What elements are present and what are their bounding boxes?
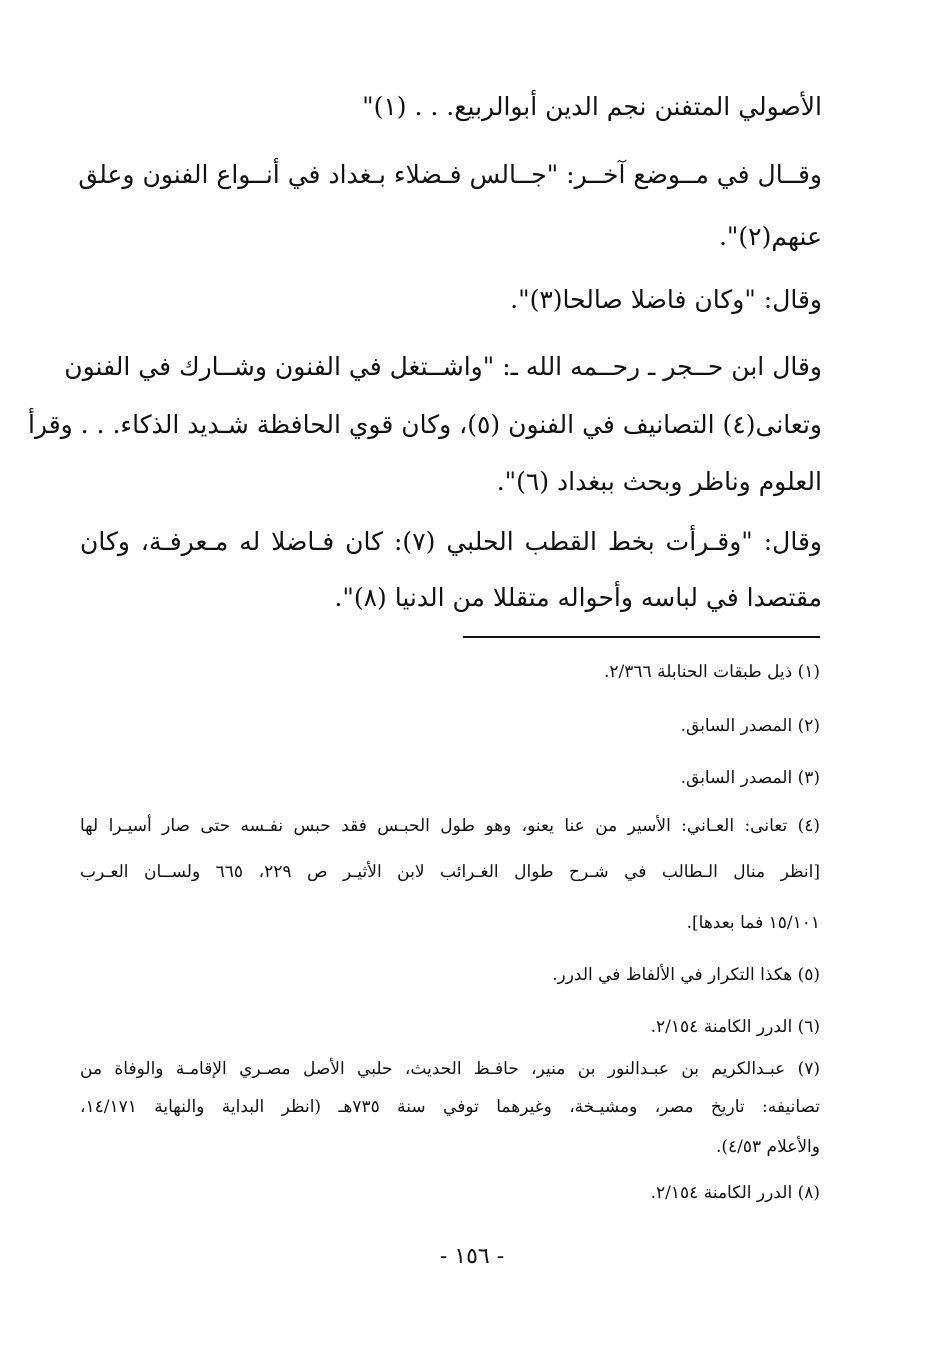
- body-line-3: عنهم(٢)".: [718, 222, 822, 251]
- body-line-9: مقتصدا في لباسه وأحواله متقللا من الدنيا (٨)".: [334, 583, 822, 612]
- footnote-8: (٨) الدرر الكامنة ٢/١٥٤.: [650, 1183, 820, 1203]
- footnote-1: (١) ذيل طبقات الحنابلة ٢/٣٦٦.: [604, 662, 820, 682]
- footnote-4-line-2: [انظر منال الـطالب في شـرح طوال الغـرائب لابن الأثيـر ص ٢٢٩، ٦٦٥ ولســان العـرب: [80, 862, 820, 882]
- footnote-7-line-1: (٧) عبـدالكريم بن عبـدالنور بن منير، حافـظ الحديث، حلبي الأصل مصـري الإقامـة والوفاة من: [80, 1059, 820, 1079]
- footnote-4-line-1: (٤) تعانى: العـاني: الأسير من عنا يعنو، وهو طول الحبـس فقد حبس نفـسه حتى صار أسيـرا لها: [80, 816, 820, 836]
- body-line-2: وقــال في مــوضع آخــر: "جــالس فـضلاء بـغداد في أنــواع الفنون وعلق: [78, 160, 822, 189]
- footnote-7-line-2: تصانيفه: تاريخ مصر، ومشيـخة، وغيرهما توفي سنة ٧٣٥هـ (انظر البداية والنهاية ١٤/١٧١،: [80, 1097, 820, 1117]
- footnote-7-line-3: والأعلام ٤/٥٣).: [715, 1137, 820, 1157]
- footnote-2: (٢) المصدر السابق.: [680, 716, 820, 736]
- footnote-separator: [463, 636, 820, 638]
- body-line-4: وقال: "وكان فاضلا صالحا(٣)".: [510, 285, 822, 314]
- page-number: - ١٥٦ -: [439, 1244, 505, 1269]
- body-line-1: الأصولي المتفنن نجم الدين أبوالربيع. . . (١)": [362, 92, 822, 121]
- body-line-6: وتعانى(٤) التصانيف في الفنون (٥)، وكان قوي الحافظة شـديد الذكاء. . . وقرأ: [27, 410, 822, 439]
- footnote-3: (٣) المصدر السابق.: [680, 768, 820, 788]
- footnote-5: (٥) هكذا التكرار في الألفاظ في الدرر.: [552, 965, 820, 985]
- footnote-6: (٦) الدرر الكامنة ٢/١٥٤.: [650, 1017, 820, 1037]
- body-line-5: وقال ابن حــجر ـ رحــمه الله ـ: "واشــتغل في الفنون وشــارك في الفنون: [64, 352, 822, 381]
- body-line-8: وقال: "وقـرأت بخط القطب الحلبي (٧): كان فـاضلا له مـعرفـة، وكان: [80, 527, 822, 556]
- body-line-7: العلوم وناظر وبحث ببغداد (٦)".: [496, 467, 822, 496]
- footnote-4-line-3: ١٥/١٠١ فما بعدها].: [686, 913, 820, 933]
